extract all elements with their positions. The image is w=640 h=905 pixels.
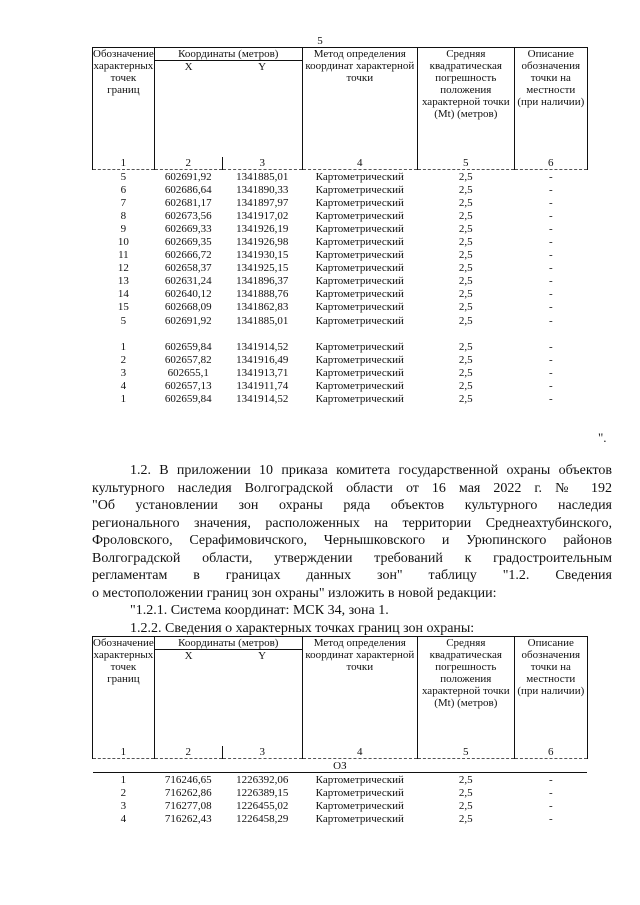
cell-y: 1341896,37 xyxy=(236,275,289,288)
cell-accuracy: 2,5 xyxy=(458,236,473,249)
cell-method: Картометрический xyxy=(315,366,404,379)
cell-description: - xyxy=(548,288,553,301)
table-row xyxy=(93,773,588,787)
cell-x: 602686,64 xyxy=(164,183,212,196)
cell-y: 1341925,15 xyxy=(236,262,289,275)
cell-description: - xyxy=(548,786,553,799)
header-y: Y xyxy=(222,61,302,158)
cell-accuracy: 2,5 xyxy=(458,773,473,786)
cell-accuracy: 2,5 xyxy=(458,209,473,222)
col-num-3: 3 xyxy=(222,157,302,170)
cell-point: 3 xyxy=(120,366,127,379)
cell-accuracy: 2,5 xyxy=(458,196,473,209)
cell-x: 716277,08 xyxy=(164,799,212,812)
cell-x: 602691,92 xyxy=(164,170,212,183)
cell-method: Картометрический xyxy=(315,209,404,222)
cell-accuracy: 2,5 xyxy=(458,812,473,825)
cell-method: Картометрический xyxy=(315,170,404,183)
header-x: X xyxy=(154,61,222,158)
cell-x: 602657,13 xyxy=(164,379,212,392)
cell-x: 716262,43 xyxy=(164,812,212,825)
col-num-5: 5 xyxy=(417,746,514,759)
coordinates-table-1 xyxy=(92,47,588,406)
paragraph-line: Фроловского, Серафимовичского, Чернышковского и Урюпинского районов xyxy=(92,533,612,548)
cell-point: 8 xyxy=(120,209,127,222)
cell-method: Картометрический xyxy=(315,812,404,825)
cell-description: - xyxy=(548,340,553,353)
cell-x: 602640,12 xyxy=(164,288,212,301)
cell-point: 3 xyxy=(120,799,127,812)
cell-point: 15 xyxy=(117,301,129,314)
cell-accuracy: 2,5 xyxy=(458,183,473,196)
cell-accuracy: 2,5 xyxy=(458,262,473,275)
col-num-2: 2 xyxy=(154,157,222,170)
cell-point: 12 xyxy=(117,262,129,275)
cell-y: 1341914,52 xyxy=(236,393,289,406)
cell-description: - xyxy=(548,366,553,379)
cell-x: 602666,72 xyxy=(164,249,212,262)
header-coordinates: Координаты (метров) xyxy=(154,637,302,650)
cell-description: - xyxy=(548,275,553,288)
cell-point: 5 xyxy=(120,314,127,327)
cell-y: 1226389,15 xyxy=(236,786,289,799)
paragraph-line: культурного наследия Волгоградской области от 16 мая 2022 г. № 192 xyxy=(92,480,612,496)
closing-quote: ". xyxy=(598,430,607,445)
cell-method: Картометрический xyxy=(315,379,404,392)
cell-method: Картометрический xyxy=(315,799,404,812)
header-y: Y xyxy=(222,650,302,747)
header-point-designation: Обозначение характерных точек границ xyxy=(93,637,155,747)
header-accuracy: Средняя квадратическая погрешность положения характерной точки (Mt) (метров) xyxy=(417,637,514,747)
cell-description: - xyxy=(548,249,553,262)
cell-description: - xyxy=(548,812,553,825)
table-row xyxy=(93,275,588,288)
col-num-1: 1 xyxy=(93,157,155,170)
cell-method: Картометрический xyxy=(315,393,404,406)
table-2-body xyxy=(93,773,588,826)
cell-method: Картометрический xyxy=(315,301,404,314)
cell-accuracy: 2,5 xyxy=(458,340,473,353)
cell-point: 9 xyxy=(120,222,127,235)
cell-y: 1341862,83 xyxy=(236,301,289,314)
cell-description: - xyxy=(548,170,553,183)
cell-y: 1341885,01 xyxy=(236,314,289,327)
cell-description: - xyxy=(548,196,553,209)
table-row xyxy=(93,196,588,209)
paragraph-line: "Об установлении зон охраны ряда объектов культурного наследия xyxy=(92,498,612,513)
cell-accuracy: 2,5 xyxy=(458,353,473,366)
cell-accuracy: 2,5 xyxy=(458,170,473,183)
cell-point: 10 xyxy=(117,236,129,249)
cell-point: 14 xyxy=(117,288,129,301)
cell-y: 1341916,49 xyxy=(236,353,289,366)
cell-description: - xyxy=(548,209,553,222)
header-coordinates: Координаты (метров) xyxy=(154,48,302,61)
cell-y: 1341897,97 xyxy=(236,196,289,209)
amendment-text xyxy=(92,462,612,637)
subsection-title: 1.2.2. Сведения о характерных точках границ зон охраны: xyxy=(130,620,475,636)
cell-point: 13 xyxy=(117,275,129,288)
table-row xyxy=(93,393,588,406)
table-row xyxy=(93,340,588,353)
cell-description: - xyxy=(548,314,553,327)
table-row xyxy=(93,170,588,184)
col-num-1: 1 xyxy=(93,746,155,759)
cell-point: 11 xyxy=(118,249,129,262)
cell-accuracy: 2,5 xyxy=(458,249,473,262)
cell-method: Картометрический xyxy=(315,275,404,288)
cell-method: Картометрический xyxy=(315,353,404,366)
cell-point: 2 xyxy=(120,353,127,366)
cell-method: Картометрический xyxy=(315,314,404,327)
cell-description: - xyxy=(548,379,553,392)
cell-x: 716262,86 xyxy=(164,786,212,799)
cell-x: 602657,82 xyxy=(164,353,212,366)
cell-x: 716246,65 xyxy=(164,773,212,786)
cell-accuracy: 2,5 xyxy=(458,288,473,301)
table-1-body xyxy=(93,170,588,406)
table-row xyxy=(93,812,588,825)
cell-point: 4 xyxy=(120,379,127,392)
cell-x: 602669,35 xyxy=(164,236,212,249)
cell-x: 602631,24 xyxy=(164,275,212,288)
cell-method: Картометрический xyxy=(315,249,404,262)
cell-method: Картометрический xyxy=(315,340,404,353)
table-row xyxy=(93,222,588,235)
table-row xyxy=(93,786,588,799)
header-method: Метод определения координат характерной точки xyxy=(302,637,417,747)
header-accuracy: Средняя квадратическая погрешность положения характерной точки (Mt) (метров) xyxy=(417,48,514,158)
table-row xyxy=(93,353,588,366)
table-row xyxy=(93,366,588,379)
page-number: 5 xyxy=(317,35,323,47)
cell-accuracy: 2,5 xyxy=(458,393,473,406)
blank-cell xyxy=(93,327,588,340)
cell-description: - xyxy=(548,222,553,235)
cell-accuracy: 2,5 xyxy=(458,301,473,314)
table-row xyxy=(93,288,588,301)
coordinates-table-2 xyxy=(92,636,588,825)
cell-y: 1341926,19 xyxy=(236,222,289,235)
col-num-2: 2 xyxy=(154,746,222,759)
cell-accuracy: 2,5 xyxy=(458,799,473,812)
header-point-designation: Обозначение характерных точек границ xyxy=(93,48,155,158)
cell-y: 1341914,52 xyxy=(236,340,289,353)
cell-point: 6 xyxy=(120,183,127,196)
cell-x: 602681,17 xyxy=(164,196,212,209)
cell-description: - xyxy=(548,353,553,366)
col-num-4: 4 xyxy=(302,746,417,759)
cell-y: 1226392,06 xyxy=(236,773,289,786)
cell-y: 1226458,29 xyxy=(236,812,289,825)
paragraph-line: регионального значения, расположенных на территории Среднеахтубинского, xyxy=(92,515,612,531)
col-num-6: 6 xyxy=(514,746,587,759)
cell-y: 1341890,33 xyxy=(236,183,289,196)
cell-y: 1341930,15 xyxy=(236,249,289,262)
cell-x: 602659,84 xyxy=(164,393,212,406)
cell-y: 1341926,98 xyxy=(236,236,289,249)
paragraph-line: Волгоградской области, утверждении требований к градостроительным xyxy=(92,550,612,566)
cell-description: - xyxy=(548,773,553,786)
table-row xyxy=(93,183,588,196)
cell-description: - xyxy=(548,799,553,812)
subsection-title: "1.2.1. Система координат: МСК 34, зона 1. xyxy=(130,603,389,618)
cell-method: Картометрический xyxy=(315,196,404,209)
cell-point: 5 xyxy=(120,170,127,183)
col-num-3: 3 xyxy=(222,746,302,759)
cell-method: Картометрический xyxy=(315,183,404,196)
table-row xyxy=(93,301,588,314)
table-row xyxy=(93,249,588,262)
table-row xyxy=(93,235,588,248)
cell-method: Картометрический xyxy=(315,773,404,786)
cell-x: 602668,09 xyxy=(164,301,212,314)
cell-method: Картометрический xyxy=(315,222,404,235)
table-row xyxy=(93,799,588,812)
paragraph-line: 1.2. В приложении 10 приказа комитета государственной охраны объектов xyxy=(130,463,612,478)
cell-x: 602691,92 xyxy=(164,314,212,327)
cell-x: 602659,84 xyxy=(164,340,212,353)
header-description: Описание обозначения точки на местности (при наличии) xyxy=(514,48,587,158)
zone-label: ОЗ xyxy=(93,759,588,773)
cell-x: 602658,37 xyxy=(164,262,212,275)
paragraph-line: регламентам в границах данных зон" таблицу "1.2. Сведения xyxy=(92,568,612,583)
cell-description: - xyxy=(548,183,553,196)
col-num-4: 4 xyxy=(302,157,417,170)
cell-accuracy: 2,5 xyxy=(458,222,473,235)
cell-x: 602669,33 xyxy=(164,222,212,235)
cell-point: 4 xyxy=(120,812,127,825)
paragraph-line: о местоположении границ зон охраны" изложить в новой редакции: xyxy=(92,585,497,601)
cell-y: 1341911,74 xyxy=(236,379,289,392)
header-description: Описание обозначения точки на местности (при наличии) xyxy=(514,637,587,747)
cell-accuracy: 2,5 xyxy=(458,786,473,799)
cell-point: 1 xyxy=(120,340,127,353)
cell-y: 1341885,01 xyxy=(236,170,289,183)
cell-description: - xyxy=(548,236,553,249)
cell-point: 7 xyxy=(120,196,127,209)
cell-x: 602673,56 xyxy=(164,209,212,222)
cell-point: 1 xyxy=(120,773,127,786)
cell-point: 2 xyxy=(120,786,127,799)
cell-y: 1226455,02 xyxy=(236,799,289,812)
cell-accuracy: 2,5 xyxy=(458,314,473,327)
table-row xyxy=(93,314,588,327)
cell-method: Картометрический xyxy=(315,262,404,275)
cell-accuracy: 2,5 xyxy=(458,275,473,288)
cell-description: - xyxy=(548,301,553,314)
cell-y: 1341888,76 xyxy=(236,288,289,301)
cell-accuracy: 2,5 xyxy=(458,379,473,392)
cell-y: 1341917,02 xyxy=(236,209,289,222)
cell-method: Картометрический xyxy=(315,236,404,249)
cell-method: Картометрический xyxy=(315,786,404,799)
cell-accuracy: 2,5 xyxy=(458,366,473,379)
table-row xyxy=(93,379,588,392)
table-row xyxy=(93,262,588,275)
cell-method: Картометрический xyxy=(315,288,404,301)
cell-description: - xyxy=(548,393,553,406)
table-row xyxy=(93,209,588,222)
header-method: Метод определения координат характерной точки xyxy=(302,48,417,158)
cell-point: 1 xyxy=(120,393,127,406)
header-x: X xyxy=(154,650,222,747)
blank-row xyxy=(93,327,588,340)
cell-x: 602655,1 xyxy=(167,366,209,379)
cell-description: - xyxy=(548,262,553,275)
col-num-5: 5 xyxy=(417,157,514,170)
col-num-6: 6 xyxy=(514,157,587,170)
cell-y: 1341913,71 xyxy=(236,366,289,379)
